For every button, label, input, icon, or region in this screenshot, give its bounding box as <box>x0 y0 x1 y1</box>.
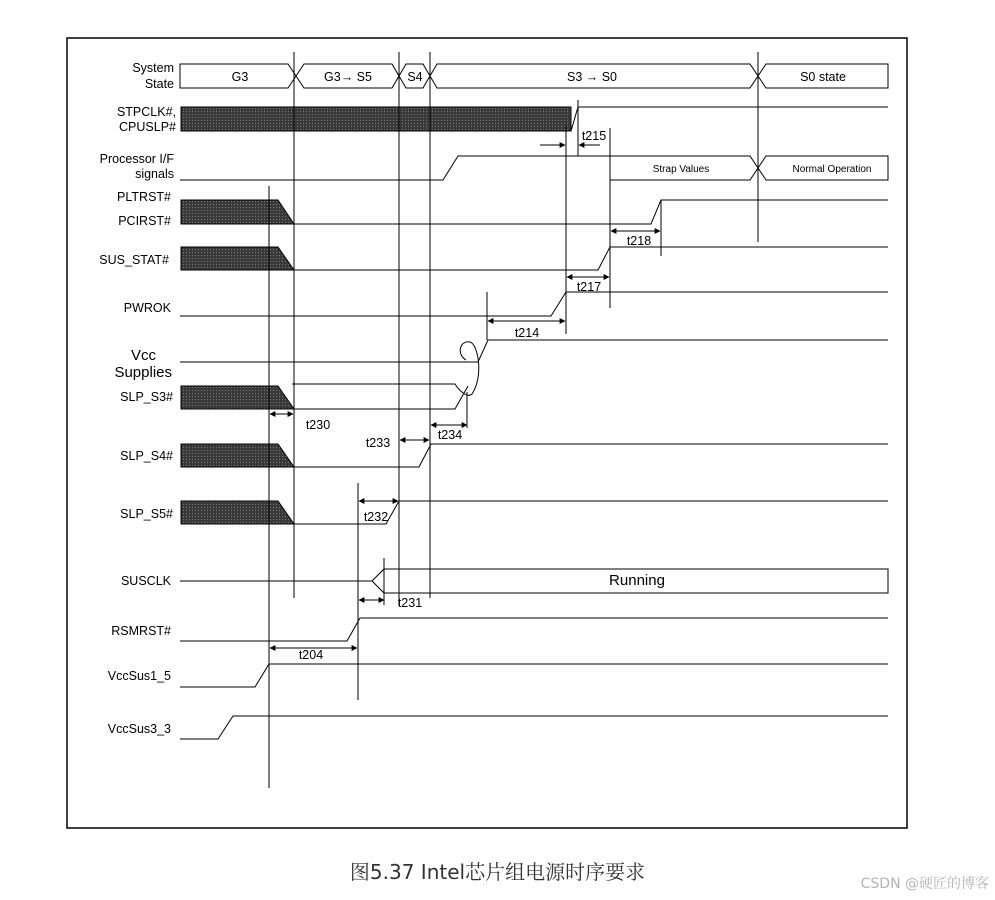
system-state-bus <box>180 64 888 88</box>
label-processor-if-2: signals <box>135 167 174 181</box>
vcc-supplies-waveform <box>180 340 888 395</box>
label-vccsus1-5: VccSus1_5 <box>107 669 171 683</box>
timing-t232: t232 <box>363 510 389 524</box>
stpclk-waveform <box>181 107 888 131</box>
rsmrst-waveform <box>180 618 888 641</box>
label-pltrst: PLTRST# <box>117 190 171 204</box>
label-supplies: Supplies <box>114 364 172 381</box>
label-pcirst: PCIRST# <box>118 214 171 228</box>
slp-s3-waveform <box>181 386 468 409</box>
state-s4: S4 <box>407 70 423 84</box>
label-pwrok: PWROK <box>123 301 171 315</box>
vccsus3-3-waveform <box>180 716 888 739</box>
processor-if-waveform <box>180 156 888 180</box>
label-processor-if: Processor I/F <box>99 152 174 166</box>
bus-normal-operation: Normal Operation <box>792 164 872 175</box>
label-slp-s5: SLP_S5# <box>120 507 173 521</box>
slp-s5-waveform <box>181 501 888 524</box>
timing-arrows <box>270 145 660 648</box>
label-vccsus3-3: VccSus3_3 <box>107 722 171 736</box>
timing-t234: t234 <box>437 428 463 442</box>
timing-t215: t215 <box>581 129 607 143</box>
label-rsmrst: RSMRST# <box>111 624 171 638</box>
state-s0: S0 state <box>800 70 846 84</box>
timing-t217: t217 <box>576 280 602 294</box>
timing-t218: t218 <box>626 234 652 248</box>
state-g3: G3 <box>231 70 249 84</box>
timing-t204: t204 <box>298 648 324 662</box>
vccsus1-5-waveform <box>180 664 888 687</box>
label-slp-s4: SLP_S4# <box>120 449 173 463</box>
label-cpuslp: CPUSLP# <box>119 120 176 134</box>
label-system-state-2: State <box>144 77 174 91</box>
label-vcc: Vcc <box>130 347 156 364</box>
label-sus-stat: SUS_STAT# <box>99 253 169 267</box>
timing-labels <box>299 129 651 662</box>
timing-t214: t214 <box>514 326 540 340</box>
label-susclk: SUSCLK <box>120 574 171 588</box>
bus-strap-values: Strap Values <box>652 164 710 175</box>
bus-running: Running <box>609 572 665 589</box>
sus-stat-waveform <box>181 247 888 270</box>
timing-t230: t230 <box>305 418 331 432</box>
timing-t233: t233 <box>365 436 391 450</box>
state-g3-s5: G3→ S5 <box>324 70 372 84</box>
state-s3-s0: S3 → S0 <box>566 70 618 84</box>
slp-s4-waveform <box>181 444 888 467</box>
watermark: CSDN @硬匠的博客 <box>860 876 989 892</box>
timing-t231: t231 <box>397 596 423 610</box>
label-slp-s3: SLP_S3# <box>120 390 173 404</box>
figure-caption: 图5.37 Intel芯片组电源时序要求 <box>349 860 646 884</box>
pwrok-waveform <box>180 292 888 316</box>
vertical-reference-lines <box>269 52 758 788</box>
label-system-state-1: System <box>132 61 174 75</box>
susclk-waveform <box>180 569 888 593</box>
signal-labels <box>99 61 176 736</box>
label-stpclk: STPCLK#, <box>116 105 176 119</box>
pltrst-waveform <box>181 200 888 224</box>
